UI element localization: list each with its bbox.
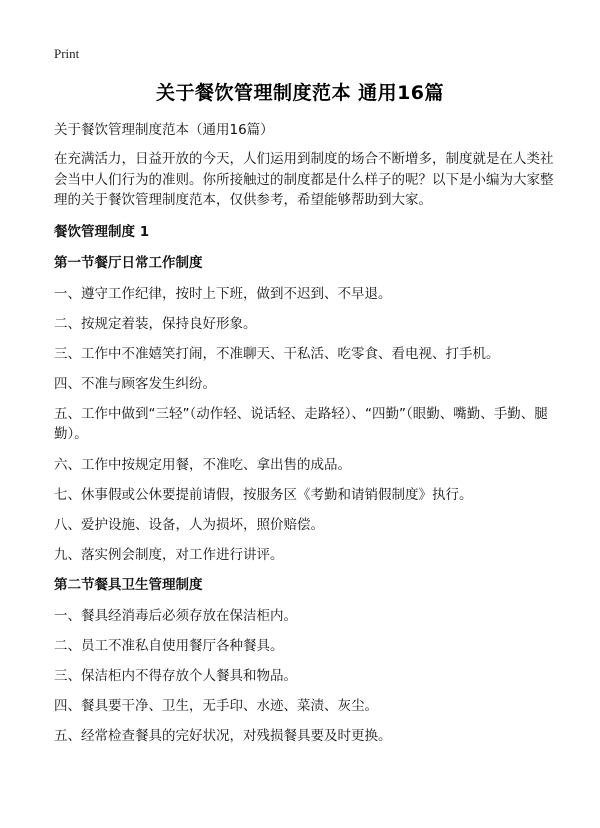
print-label: Print	[54, 46, 80, 61]
document-title: 关于餐饮管理制度范本 通用16篇	[155, 82, 445, 104]
rule-item: 四、不准与顾客发生纠纷。	[54, 375, 216, 392]
rule-item: 一、遵守工作纪律，按时上下班，做到不迟到、不早退。	[54, 285, 392, 302]
document-body	[54, 120, 554, 756]
rule-item: 七、休事假或公休要提前请假，按服务区《考勤和请销假制度》执行。	[54, 486, 473, 503]
intro-paragraph: 在充满活力，日益开放的今天，人们运用到制度的场合不断增多，制度就是在人类社会当中人们行为的准则。你所接触过的制度都是什么样子的呢？以下是小编为大家整理的关于餐饮管理制度范本，仅供参考，希望能够帮助到大家。	[54, 151, 554, 208]
rule-item: 二、员工不准私自使用餐厅各种餐具。	[54, 637, 284, 654]
rule-item: 九、落实例会制度，对工作进行讲评。	[54, 546, 284, 563]
rule-item: 三、工作中不准嬉笑打闹，不准聊天、干私活、吃零食、看电视、打手机。	[54, 345, 500, 362]
rule-item: 三、保洁柜内不得存放个人餐具和物品。	[54, 667, 297, 684]
rule-item: 六、工作中按规定用餐，不准吃、拿出售的成品。	[54, 456, 351, 473]
rule-item: 五、工作中做到“三轻”（动作轻、说话轻、走路轻）、“四勤”（眼勤、嘴勤、手勤、腿勤）。	[54, 405, 548, 442]
section-heading-1: 第一节餐厅日常工作制度	[54, 254, 203, 271]
rule-item: 二、按规定着装，保持良好形象。	[54, 315, 257, 332]
part-title: 餐饮管理制度 1	[54, 223, 150, 240]
document-subtitle: 关于餐饮管理制度范本（通用16篇）	[54, 122, 274, 138]
section-heading-2: 第二节餐具卫生管理制度	[54, 576, 203, 593]
rule-item: 一、餐具经消毒后必须存放在保洁柜内。	[54, 607, 297, 624]
rule-item: 八、爱护设施、设备，人为损坏，照价赔偿。	[54, 516, 324, 533]
rule-item: 五、经常检查餐具的完好状况，对残损餐具要及时更换。	[54, 727, 392, 744]
rule-item: 四、餐具要干净、卫生，无手印、水迹、菜渍、灰尘。	[54, 697, 378, 714]
